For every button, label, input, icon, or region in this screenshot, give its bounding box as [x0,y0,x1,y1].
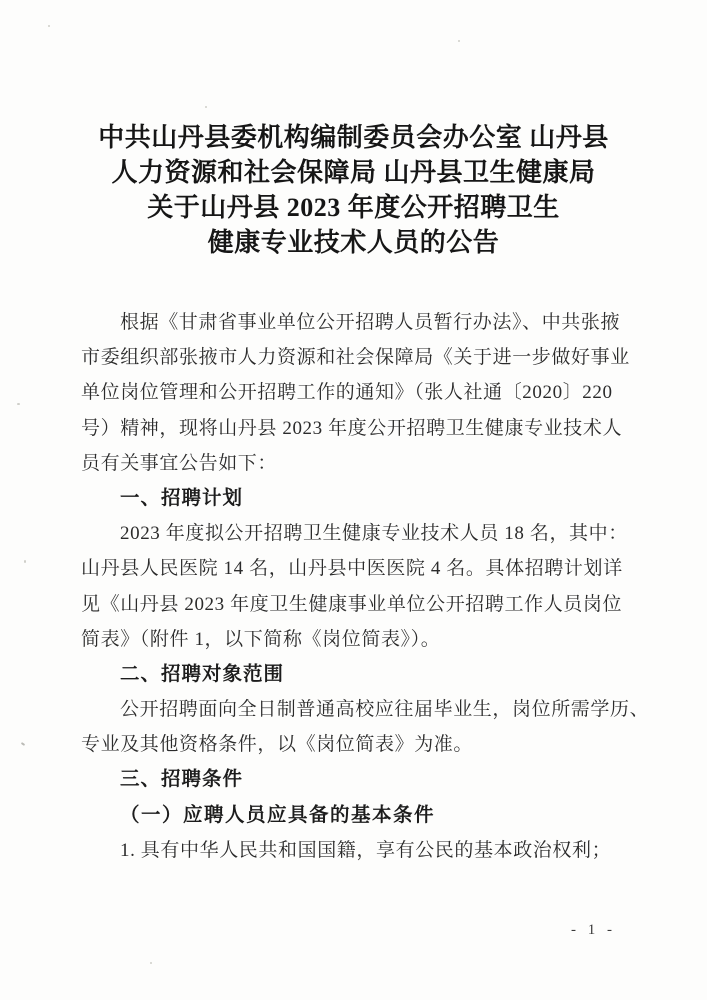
heading-recruitment-scope: 二、招聘对象范围 [120,662,285,685]
scan-speck [21,742,25,746]
body-line: 根据《甘肃省事业单位公开招聘人员暂行办法》、中共张掖 [120,312,621,333]
title-line: 关于山丹县 2023 年度公开招聘卫生 [147,193,560,222]
subheading-basic-conditions: （一）应聘人员应具备的基本条件 [120,804,436,826]
body-line: 公开招聘面向全日制普通高校应往届毕业生，岗位所需学历、 [120,699,650,721]
body-line: 山丹县人民医院 14 名，山丹县中医医院 4 名。具体招聘计划详 [81,558,623,580]
scan-speck [150,962,152,964]
body-line: 1. 具有中华人民共和国国籍，享有公民的基本政治权利； [120,839,612,861]
document-title [0,120,707,260]
scan-speck [24,560,26,563]
heading-recruitment-conditions: 三、招聘条件 [120,768,244,791]
body-line: 单位岗位管理和公开招聘工作的通知》（张人社通〔2020〕220 [81,382,613,404]
scan-speck [458,40,460,42]
page-number: - 1 - [571,922,616,938]
scan-speck [17,403,20,405]
body-line: 简表》（附件 1，以下简称《岗位简表》）。 [81,628,441,650]
title-line: 健康专业技术人员的公告 [207,228,500,257]
body-line: 市委组织部张掖市人力资源和社会保障局《关于进一步做好事业 [81,347,630,369]
heading-recruitment-plan: 一、招聘计划 [120,486,244,509]
body-line: 号）精神，现将山丹县 2023 年度公开招聘卫生健康专业技术人 [81,417,623,439]
document-body [81,305,650,868]
body-line: 专业及其他资格条件，以《岗位简表》为准。 [81,734,474,756]
scan-speck [48,25,50,27]
title-line: 人力资源和社会保障局 山丹县卫生健康局 [111,158,596,187]
title-line: 中共山丹县委机构编制委员会办公室 山丹县 [98,123,609,152]
body-line: 见《山丹县 2023 年度卫生健康事业单位公开招聘工作人员岗位 [81,593,623,615]
body-line: 2023 年度拟公开招聘卫生健康专业技术人员 18 名，其中： [120,523,628,545]
body-line: 员有关事宜公告如下： [81,452,278,474]
scan-speck [205,106,207,108]
